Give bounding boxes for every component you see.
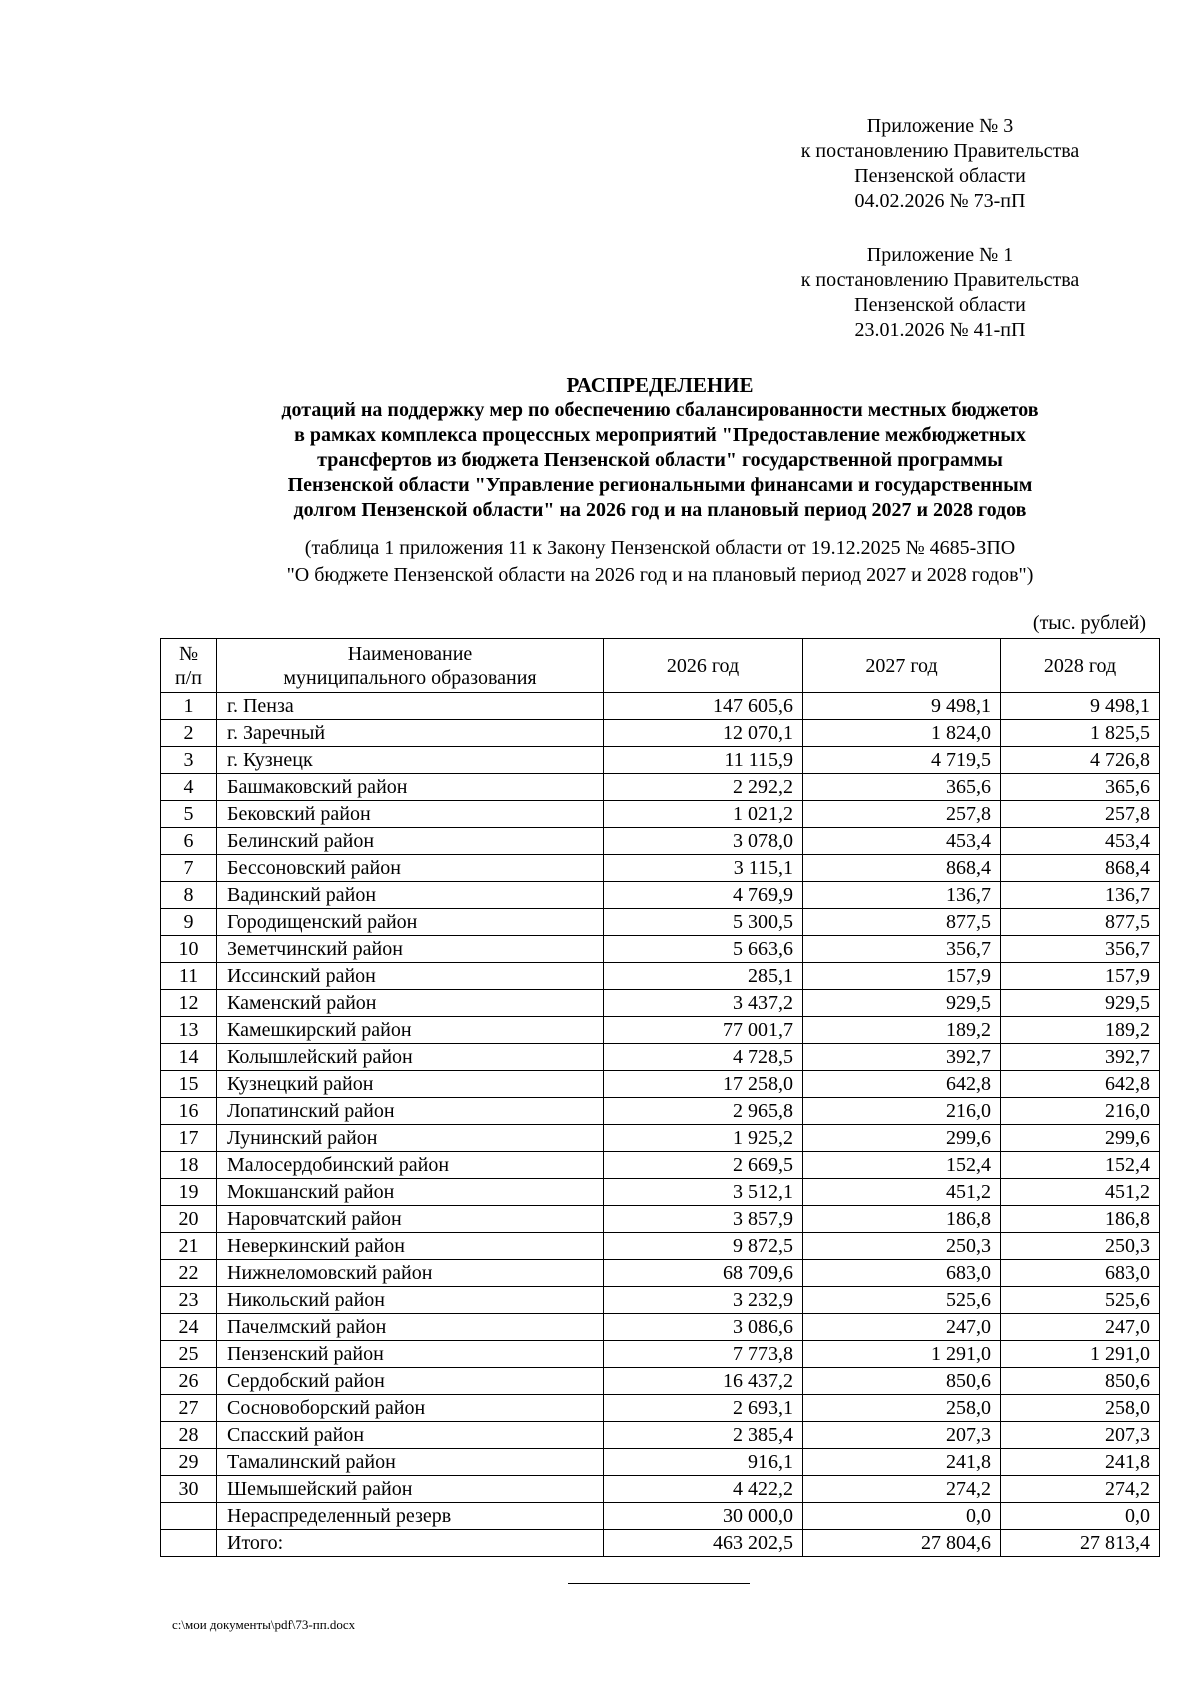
table-row bbox=[161, 1314, 1160, 1341]
table-row bbox=[161, 1044, 1160, 1071]
source-note-line: "О бюджете Пензенской области на 2026 год и на плановый период 2027 и 2028 годов") bbox=[286, 564, 1034, 586]
row-value-2027: 1 824,0 bbox=[803, 720, 1001, 747]
table-row bbox=[161, 720, 1160, 747]
row-number: 17 bbox=[161, 1125, 217, 1152]
row-number: 22 bbox=[161, 1260, 217, 1287]
row-value-2028: 0,0 bbox=[1001, 1503, 1160, 1530]
row-name: Иссинский район bbox=[217, 963, 604, 990]
row-value-2027: 877,5 bbox=[803, 909, 1001, 936]
row-name: Белинский район bbox=[217, 828, 604, 855]
row-number bbox=[161, 1503, 217, 1530]
table-row bbox=[161, 1071, 1160, 1098]
table-row bbox=[161, 1395, 1160, 1422]
row-value-2026: 1 021,2 bbox=[604, 801, 803, 828]
table-row bbox=[161, 1368, 1160, 1395]
header-2028: 2028 год bbox=[1001, 639, 1160, 693]
row-value-2027: 365,6 bbox=[803, 774, 1001, 801]
row-name: Сосновоборский район bbox=[217, 1395, 604, 1422]
row-name: Камешкирский район bbox=[217, 1017, 604, 1044]
table-row bbox=[161, 936, 1160, 963]
table-row bbox=[161, 1530, 1160, 1557]
row-name: Каменский район bbox=[217, 990, 604, 1017]
row-name: Итого: bbox=[217, 1530, 604, 1557]
document-subtitle bbox=[160, 398, 1160, 523]
row-value-2028: 157,9 bbox=[1001, 963, 1160, 990]
table-body bbox=[161, 693, 1160, 1557]
row-value-2028: 525,6 bbox=[1001, 1287, 1160, 1314]
table-row bbox=[161, 963, 1160, 990]
row-value-2026: 11 115,9 bbox=[604, 747, 803, 774]
table-row bbox=[161, 1125, 1160, 1152]
row-name: Бековский район bbox=[217, 801, 604, 828]
row-name: Земетчинский район bbox=[217, 936, 604, 963]
row-value-2028: 9 498,1 bbox=[1001, 693, 1160, 720]
row-number: 20 bbox=[161, 1206, 217, 1233]
row-number: 16 bbox=[161, 1098, 217, 1125]
row-name: Пензенский район bbox=[217, 1341, 604, 1368]
row-number: 14 bbox=[161, 1044, 217, 1071]
row-value-2026: 12 070,1 bbox=[604, 720, 803, 747]
row-value-2027: 257,8 bbox=[803, 801, 1001, 828]
row-number: 18 bbox=[161, 1152, 217, 1179]
row-name: Шемышейский район bbox=[217, 1476, 604, 1503]
source-note bbox=[160, 535, 1160, 589]
row-name: Мокшанский район bbox=[217, 1179, 604, 1206]
file-path: c:\мои документы\pdf\73-пп.docx bbox=[172, 1617, 356, 1632]
row-value-2028: 258,0 bbox=[1001, 1395, 1160, 1422]
row-name: Бессоновский район bbox=[217, 855, 604, 882]
row-name: Тамалинский район bbox=[217, 1449, 604, 1476]
row-value-2028: 186,8 bbox=[1001, 1206, 1160, 1233]
row-value-2026: 5 300,5 bbox=[604, 909, 803, 936]
table-row bbox=[161, 1503, 1160, 1530]
row-value-2028: 207,3 bbox=[1001, 1422, 1160, 1449]
table-row bbox=[161, 1233, 1160, 1260]
row-value-2026: 147 605,6 bbox=[604, 693, 803, 720]
table-row bbox=[161, 1476, 1160, 1503]
row-value-2027: 250,3 bbox=[803, 1233, 1001, 1260]
row-value-2028: 189,2 bbox=[1001, 1017, 1160, 1044]
row-name: Наровчатский район bbox=[217, 1206, 604, 1233]
row-name: Башмаковский район bbox=[217, 774, 604, 801]
row-value-2027: 258,0 bbox=[803, 1395, 1001, 1422]
row-value-2028: 274,2 bbox=[1001, 1476, 1160, 1503]
row-name: Неверкинский район bbox=[217, 1233, 604, 1260]
appendix-line: к постановлению Правительства bbox=[800, 140, 1080, 162]
appendix-line: Приложение № 1 bbox=[866, 244, 1014, 266]
row-value-2026: 2 292,2 bbox=[604, 774, 803, 801]
row-value-2028: 4 726,8 bbox=[1001, 747, 1160, 774]
document-title: РАСПРЕДЕЛЕНИЕ bbox=[566, 373, 754, 397]
row-value-2026: 9 872,5 bbox=[604, 1233, 803, 1260]
row-name: Лунинский район bbox=[217, 1125, 604, 1152]
row-number: 6 bbox=[161, 828, 217, 855]
header-number: № п/п bbox=[161, 639, 217, 693]
table-row bbox=[161, 855, 1160, 882]
subtitle-line: долгом Пензенской области" на 2026 год и на плановый период 2027 и 2028 годов bbox=[293, 499, 1027, 521]
table-row bbox=[161, 882, 1160, 909]
row-number: 28 bbox=[161, 1422, 217, 1449]
row-value-2026: 3 512,1 bbox=[604, 1179, 803, 1206]
row-value-2027: 392,7 bbox=[803, 1044, 1001, 1071]
row-name: Городищенский район bbox=[217, 909, 604, 936]
row-value-2026: 3 232,9 bbox=[604, 1287, 803, 1314]
row-value-2027: 1 291,0 bbox=[803, 1341, 1001, 1368]
row-value-2028: 683,0 bbox=[1001, 1260, 1160, 1287]
row-name: Малосердобинский район bbox=[217, 1152, 604, 1179]
row-value-2027: 850,6 bbox=[803, 1368, 1001, 1395]
table-row bbox=[161, 909, 1160, 936]
header-name: Наименование муниципального образования bbox=[217, 639, 604, 693]
row-value-2027: 453,4 bbox=[803, 828, 1001, 855]
row-name: Кузнецкий район bbox=[217, 1071, 604, 1098]
row-name: Спасский район bbox=[217, 1422, 604, 1449]
row-number: 30 bbox=[161, 1476, 217, 1503]
row-value-2028: 152,4 bbox=[1001, 1152, 1160, 1179]
row-value-2027: 207,3 bbox=[803, 1422, 1001, 1449]
row-number: 25 bbox=[161, 1341, 217, 1368]
row-value-2027: 868,4 bbox=[803, 855, 1001, 882]
row-number: 27 bbox=[161, 1395, 217, 1422]
row-value-2028: 27 813,4 bbox=[1001, 1530, 1160, 1557]
table-row bbox=[161, 1017, 1160, 1044]
row-value-2026: 2 385,4 bbox=[604, 1422, 803, 1449]
row-name: Пачелмский район bbox=[217, 1314, 604, 1341]
row-value-2026: 3 115,1 bbox=[604, 855, 803, 882]
row-value-2026: 30 000,0 bbox=[604, 1503, 803, 1530]
row-value-2027: 157,9 bbox=[803, 963, 1001, 990]
header-2027: 2027 год bbox=[803, 639, 1001, 693]
row-value-2027: 4 719,5 bbox=[803, 747, 1001, 774]
appendix-3-header bbox=[770, 114, 1110, 214]
table-header-row bbox=[161, 639, 1160, 693]
table-row bbox=[161, 1206, 1160, 1233]
row-value-2027: 247,0 bbox=[803, 1314, 1001, 1341]
table-row bbox=[161, 1098, 1160, 1125]
row-number: 7 bbox=[161, 855, 217, 882]
row-name: Нижнеломовский район bbox=[217, 1260, 604, 1287]
row-number: 2 bbox=[161, 720, 217, 747]
row-value-2028: 877,5 bbox=[1001, 909, 1160, 936]
row-value-2028: 642,8 bbox=[1001, 1071, 1160, 1098]
row-value-2026: 3 086,6 bbox=[604, 1314, 803, 1341]
row-name: Колышлейский район bbox=[217, 1044, 604, 1071]
row-value-2026: 4 769,9 bbox=[604, 882, 803, 909]
row-number bbox=[161, 1530, 217, 1557]
table-row bbox=[161, 747, 1160, 774]
row-number: 13 bbox=[161, 1017, 217, 1044]
row-value-2027: 683,0 bbox=[803, 1260, 1001, 1287]
row-name: Нераспределенный резерв bbox=[217, 1503, 604, 1530]
row-value-2027: 929,5 bbox=[803, 990, 1001, 1017]
row-value-2028: 868,4 bbox=[1001, 855, 1160, 882]
appendix-1-header bbox=[770, 243, 1110, 343]
row-number: 8 bbox=[161, 882, 217, 909]
row-value-2026: 4 728,5 bbox=[604, 1044, 803, 1071]
row-number: 10 bbox=[161, 936, 217, 963]
row-number: 21 bbox=[161, 1233, 217, 1260]
end-divider bbox=[568, 1583, 750, 1584]
row-value-2026: 1 925,2 bbox=[604, 1125, 803, 1152]
row-value-2026: 2 669,5 bbox=[604, 1152, 803, 1179]
row-value-2026: 7 773,8 bbox=[604, 1341, 803, 1368]
row-value-2028: 1 291,0 bbox=[1001, 1341, 1160, 1368]
row-value-2028: 451,2 bbox=[1001, 1179, 1160, 1206]
table-row bbox=[161, 1287, 1160, 1314]
row-number: 5 bbox=[161, 801, 217, 828]
appendix-line: Пензенской области bbox=[854, 294, 1026, 316]
row-number: 1 bbox=[161, 693, 217, 720]
row-value-2026: 4 422,2 bbox=[604, 1476, 803, 1503]
appendix-line: Пензенской области bbox=[854, 165, 1026, 187]
row-value-2026: 17 258,0 bbox=[604, 1071, 803, 1098]
table-row bbox=[161, 801, 1160, 828]
row-value-2026: 16 437,2 bbox=[604, 1368, 803, 1395]
row-value-2026: 2 693,1 bbox=[604, 1395, 803, 1422]
table-row bbox=[161, 828, 1160, 855]
row-name: г. Пенза bbox=[217, 693, 604, 720]
table-row bbox=[161, 1179, 1160, 1206]
row-number: 9 bbox=[161, 909, 217, 936]
row-number: 12 bbox=[161, 990, 217, 1017]
appendix-line: 23.01.2026 № 41-пП bbox=[854, 319, 1026, 341]
row-value-2028: 850,6 bbox=[1001, 1368, 1160, 1395]
row-value-2026: 2 965,8 bbox=[604, 1098, 803, 1125]
row-value-2028: 929,5 bbox=[1001, 990, 1160, 1017]
subtitle-line: Пензенской области "Управление региональными финансами и государственным bbox=[287, 474, 1033, 496]
row-value-2027: 189,2 bbox=[803, 1017, 1001, 1044]
row-name: г. Кузнецк bbox=[217, 747, 604, 774]
row-value-2026: 3 857,9 bbox=[604, 1206, 803, 1233]
row-value-2026: 77 001,7 bbox=[604, 1017, 803, 1044]
appendix-line: Приложение № 3 bbox=[866, 115, 1014, 137]
row-value-2027: 451,2 bbox=[803, 1179, 1001, 1206]
row-value-2027: 356,7 bbox=[803, 936, 1001, 963]
row-value-2028: 250,3 bbox=[1001, 1233, 1160, 1260]
row-value-2027: 0,0 bbox=[803, 1503, 1001, 1530]
units-label: (тыс. рублей) bbox=[1032, 612, 1146, 634]
row-value-2028: 356,7 bbox=[1001, 936, 1160, 963]
subtitle-line: трансфертов из бюджета Пензенской области" государственной программы bbox=[317, 449, 1003, 471]
table-row bbox=[161, 1449, 1160, 1476]
table-row bbox=[161, 1260, 1160, 1287]
row-value-2028: 241,8 bbox=[1001, 1449, 1160, 1476]
row-number: 24 bbox=[161, 1314, 217, 1341]
appendix-line: к постановлению Правительства bbox=[800, 269, 1080, 291]
distribution-table bbox=[160, 638, 1160, 1557]
row-name: Сердобский район bbox=[217, 1368, 604, 1395]
table-row bbox=[161, 990, 1160, 1017]
row-name: г. Заречный bbox=[217, 720, 604, 747]
row-value-2026: 916,1 bbox=[604, 1449, 803, 1476]
row-value-2027: 216,0 bbox=[803, 1098, 1001, 1125]
row-value-2027: 136,7 bbox=[803, 882, 1001, 909]
row-value-2028: 136,7 bbox=[1001, 882, 1160, 909]
row-value-2028: 299,6 bbox=[1001, 1125, 1160, 1152]
row-value-2026: 463 202,5 bbox=[604, 1530, 803, 1557]
table-row bbox=[161, 774, 1160, 801]
row-value-2026: 3 078,0 bbox=[604, 828, 803, 855]
row-number: 29 bbox=[161, 1449, 217, 1476]
row-value-2027: 525,6 bbox=[803, 1287, 1001, 1314]
row-value-2026: 285,1 bbox=[604, 963, 803, 990]
table-row bbox=[161, 1152, 1160, 1179]
row-value-2026: 5 663,6 bbox=[604, 936, 803, 963]
row-value-2027: 27 804,6 bbox=[803, 1530, 1001, 1557]
row-name: Никольский район bbox=[217, 1287, 604, 1314]
table-row bbox=[161, 1422, 1160, 1449]
row-value-2027: 299,6 bbox=[803, 1125, 1001, 1152]
appendix-line: 04.02.2026 № 73-пП bbox=[854, 190, 1026, 212]
row-name: Вадинский район bbox=[217, 882, 604, 909]
row-number: 15 bbox=[161, 1071, 217, 1098]
header-2026: 2026 год bbox=[604, 639, 803, 693]
table-row bbox=[161, 693, 1160, 720]
row-number: 3 bbox=[161, 747, 217, 774]
subtitle-line: в рамках комплекса процессных мероприятий "Предоставление межбюджетных bbox=[294, 424, 1026, 446]
row-number: 26 bbox=[161, 1368, 217, 1395]
row-value-2028: 257,8 bbox=[1001, 801, 1160, 828]
row-value-2028: 247,0 bbox=[1001, 1314, 1160, 1341]
table-row bbox=[161, 1341, 1160, 1368]
row-number: 11 bbox=[161, 963, 217, 990]
row-value-2026: 3 437,2 bbox=[604, 990, 803, 1017]
row-value-2027: 241,8 bbox=[803, 1449, 1001, 1476]
document-title-block bbox=[160, 373, 1160, 589]
row-value-2028: 365,6 bbox=[1001, 774, 1160, 801]
row-number: 4 bbox=[161, 774, 217, 801]
source-note-line: (таблица 1 приложения 11 к Закону Пензенской области от 19.12.2025 № 4685-ЗПО bbox=[304, 537, 1016, 559]
row-value-2027: 274,2 bbox=[803, 1476, 1001, 1503]
row-number: 23 bbox=[161, 1287, 217, 1314]
row-value-2027: 152,4 bbox=[803, 1152, 1001, 1179]
row-name: Лопатинский район bbox=[217, 1098, 604, 1125]
row-value-2028: 453,4 bbox=[1001, 828, 1160, 855]
row-value-2028: 216,0 bbox=[1001, 1098, 1160, 1125]
row-value-2027: 186,8 bbox=[803, 1206, 1001, 1233]
subtitle-line: дотаций на поддержку мер по обеспечению сбалансированности местных бюджетов bbox=[281, 399, 1039, 421]
row-value-2028: 1 825,5 bbox=[1001, 720, 1160, 747]
row-value-2028: 392,7 bbox=[1001, 1044, 1160, 1071]
row-value-2027: 642,8 bbox=[803, 1071, 1001, 1098]
row-number: 19 bbox=[161, 1179, 217, 1206]
row-value-2027: 9 498,1 bbox=[803, 693, 1001, 720]
row-value-2026: 68 709,6 bbox=[604, 1260, 803, 1287]
